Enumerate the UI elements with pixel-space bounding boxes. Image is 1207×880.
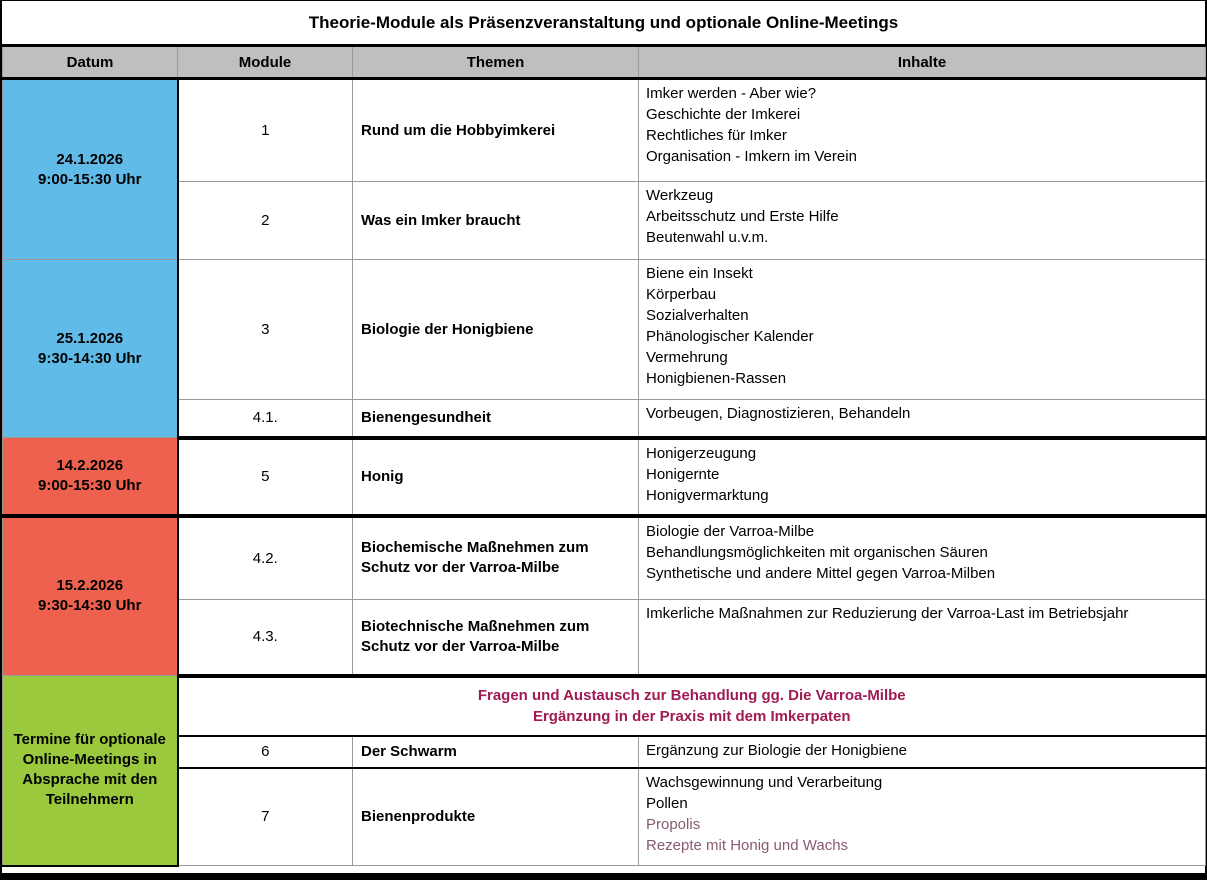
content-line: Honigernte — [646, 465, 720, 483]
module-number: 4.3. — [178, 600, 353, 676]
page-title: Theorie-Module als Präsenzveranstaltung und optionale Online-Meetings — [308, 12, 899, 32]
content-line: Arbeitsschutz und Erste Hilfe — [646, 208, 839, 225]
table-row-online-note — [3, 676, 1206, 736]
module-number: 4.1. — [178, 400, 353, 438]
module-contents — [639, 516, 1206, 600]
content-line: Beutenwahl u.v.m. — [646, 229, 769, 246]
date-text: 14.2.2026 — [56, 456, 124, 474]
content-line: Imkerliche Maßnahmen zur Reduzierung der Varroa-Last im Betriebsjahr — [646, 605, 1129, 622]
content-line: Honigerzeugung — [646, 444, 757, 462]
module-number: 4.2. — [178, 516, 353, 600]
content-line: Behandlungsmöglichkeiten mit organischen Säuren — [646, 543, 988, 561]
content-line: Organisation - Imkern im Verein — [646, 148, 857, 165]
col-header-datum: Datum — [3, 46, 178, 79]
module-number: 6 — [178, 736, 353, 768]
module-topic: Biochemische Maßnehmen zum Schutz vor der Varroa-Milbe — [353, 516, 639, 600]
table-row-module-6 — [3, 736, 1206, 768]
content-line: Rezepte mit Honig und Wachs — [646, 836, 849, 854]
content-line: Biene ein Insekt — [646, 265, 753, 282]
module-topic: Bienengesundheit — [353, 400, 639, 438]
table-row-module-3 — [3, 260, 1206, 400]
date-cell-online-meetings — [3, 676, 178, 866]
module-number: 3 — [178, 260, 353, 400]
col-header-module: Module — [178, 46, 353, 79]
content-line: Imker werden - Aber wie? — [646, 85, 817, 102]
module-contents — [639, 260, 1206, 400]
col-header-inhalte: Inhalte — [639, 46, 1206, 79]
content-line: Sozialverhalten — [646, 307, 749, 324]
time-text: 9:00-15:30 Uhr — [38, 170, 142, 188]
table-row-module-2 — [3, 182, 1206, 260]
module-contents — [639, 768, 1206, 866]
date-cell-15-2-2026 — [3, 516, 178, 676]
module-topic: Biotechnische Maßnehmen zum Schutz vor der Varroa-Milbe — [353, 600, 639, 676]
note-line: Fragen und Austausch zur Behandlung gg. Die Varroa-Milbe — [477, 687, 906, 704]
module-number: 1 — [178, 79, 353, 182]
content-line: Ergänzung zur Biologie der Honigbiene — [646, 741, 908, 759]
module-contents — [639, 182, 1206, 260]
content-line: Rechtliches für Imker — [646, 127, 787, 144]
content-line: Synthetische und andere Mittel gegen Varroa-Milben — [646, 564, 996, 582]
table-row-module-5 — [3, 438, 1206, 516]
module-contents — [639, 600, 1206, 676]
module-topic: Bienenprodukte — [353, 768, 639, 866]
col-header-themen: Themen — [353, 46, 639, 79]
module-topic: Der Schwarm — [353, 736, 639, 768]
date-cell-25-1-2026 — [3, 260, 178, 438]
module-topic: Was ein Imker braucht — [353, 182, 639, 260]
module-topic: Biologie der Honigbiene — [353, 260, 639, 400]
time-text: 9:00-15:30 Uhr — [38, 476, 142, 494]
module-contents — [639, 736, 1206, 768]
module-contents — [639, 438, 1206, 516]
date-cell-24-1-2026 — [3, 79, 178, 260]
table-row-module-4-3 — [3, 600, 1206, 676]
content-line: Honigvermarktung — [646, 486, 769, 504]
module-topic: Honig — [353, 438, 639, 516]
module-topic: Rund um die Hobbyimkerei — [353, 79, 639, 182]
table-row-module-1 — [3, 79, 1206, 182]
table-header-row — [3, 46, 1206, 79]
content-line: Geschichte der Imkerei — [646, 106, 801, 123]
content-line: Körperbau — [646, 286, 717, 303]
content-line: Werkzeug — [646, 187, 714, 204]
table-row-module-4-2 — [3, 516, 1206, 600]
table-row-module-7 — [3, 768, 1206, 866]
module-contents — [639, 400, 1206, 438]
online-meetings-label: Termine für optionale Online-Meetings in Absprache mit den Teilnehmern — [13, 731, 166, 809]
content-line: Phänologischer Kalender — [646, 328, 814, 345]
note-line: Ergänzung in der Praxis mit dem Imkerpaten — [532, 708, 851, 725]
schedule-table — [2, 44, 1206, 867]
date-text: 25.1.2026 — [56, 329, 124, 347]
date-text: 24.1.2026 — [56, 150, 124, 168]
content-line: Wachsgewinnung und Verarbeitung — [646, 773, 883, 791]
module-number: 7 — [178, 768, 353, 866]
module-number: 5 — [178, 438, 353, 516]
content-line: Honigbienen-Rassen — [646, 370, 787, 387]
time-text: 9:30-14:30 Uhr — [38, 349, 142, 367]
content-line: Pollen — [646, 794, 688, 812]
varroa-note — [178, 676, 1206, 736]
table-row-module-4-1 — [3, 400, 1206, 438]
date-text: 15.2.2026 — [56, 577, 124, 595]
content-line: Vermehrung — [646, 349, 728, 366]
module-number: 2 — [178, 182, 353, 260]
content-line: Biologie der Varroa-Milbe — [646, 522, 815, 540]
content-line: Propolis — [646, 815, 701, 833]
time-text: 9:30-14:30 Uhr — [38, 597, 142, 615]
date-cell-14-2-2026 — [3, 438, 178, 516]
content-line: Vorbeugen, Diagnostizieren, Behandeln — [646, 405, 911, 422]
module-contents — [639, 79, 1206, 182]
